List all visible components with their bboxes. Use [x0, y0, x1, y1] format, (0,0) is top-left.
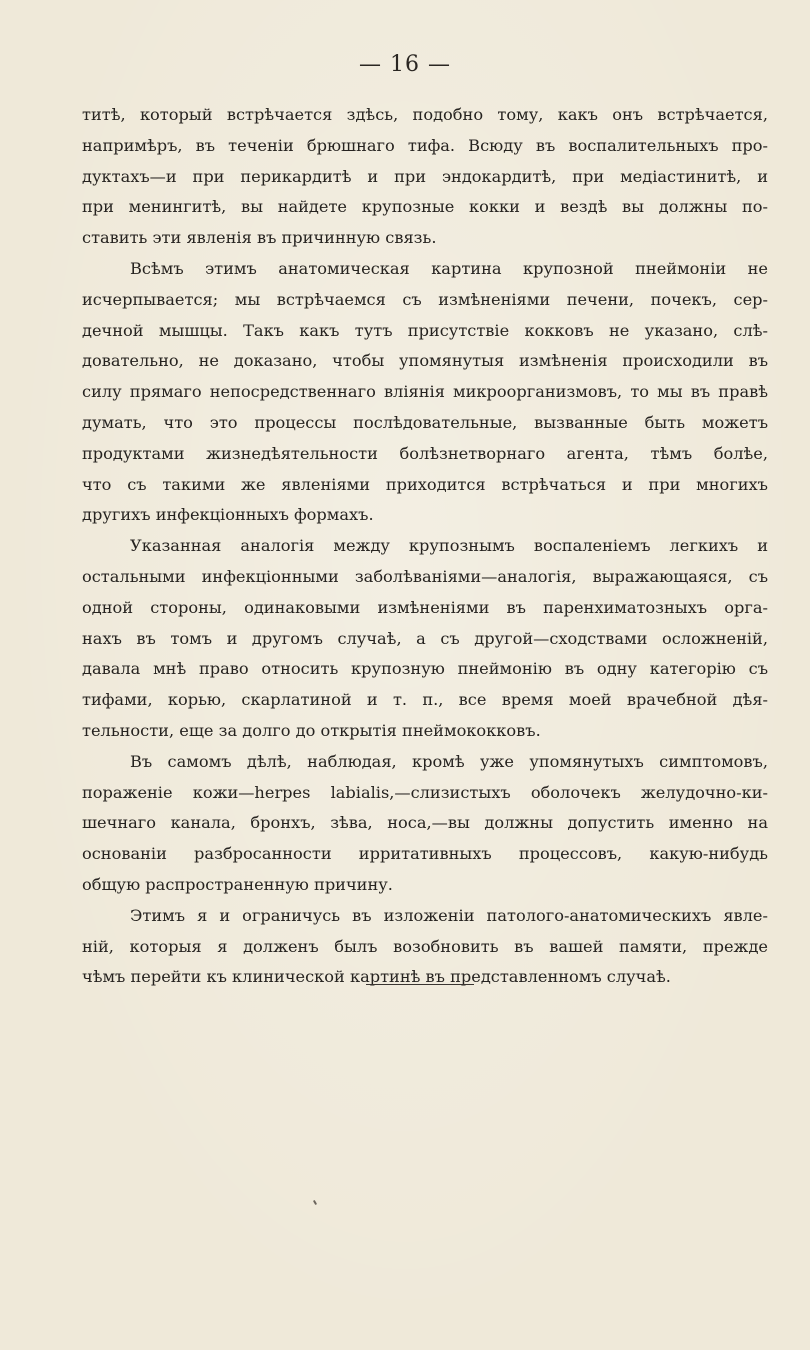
- paragraph: [82, 254, 768, 531]
- text-line: довательно, не доказано, чтобы упомянутыя измѣненія происходили въ: [82, 351, 768, 371]
- text-line: другихъ инфекціонныхъ формахъ.: [82, 505, 374, 525]
- text-line: Указанная аналогія между крупознымъ воспаленіемъ легкихъ и: [130, 536, 768, 556]
- text-line: продуктами жизнедѣятельности болѣзнетворнаго агента, тѣмъ болѣе,: [82, 443, 768, 463]
- body-text: [82, 100, 768, 993]
- text-line: при менингитѣ, вы найдете крупозные кокки и вездѣ вы должны по-: [82, 197, 768, 217]
- text-line: пораженіе кожи—herpes labialis,—слизистыхъ оболочекъ желудочно-ки-: [82, 782, 768, 802]
- text-line: Этимъ я и ограничусь въ изложеніи патолого-анатомическихъ явле-: [130, 905, 768, 925]
- text-line: одной стороны, одинаковыми измѣненіями въ паренхиматозныхъ орга-: [82, 597, 768, 617]
- text-line: думать, что это процессы послѣдовательные, вызванные быть можетъ: [82, 412, 768, 432]
- text-line: дуктахъ—и при перикардитѣ и при эндокардитѣ, при медіастинитѣ, и: [82, 166, 768, 186]
- text-line: Въ самомъ дѣлѣ, наблюдая, кромѣ уже упомянутыхъ симптомовъ,: [130, 751, 768, 771]
- text-line: остальными инфекціонными заболѣваніями—аналогія, выражающаяся, съ: [82, 566, 768, 586]
- text-line: силу прямаго непосредственнаго вліянія микроорганизмовъ, то мы въ правѣ: [82, 382, 768, 402]
- text-line: тифами, корью, скарлатиной и т. п., все время моей врачебной дѣя-: [82, 690, 768, 710]
- text-line: шечнаго канала, бронхъ, зѣва, носа,—вы должны допустить именно на: [82, 813, 768, 833]
- text-line: титѣ, который встрѣчается здѣсь, подобно тому, какъ онъ встрѣчается,: [82, 105, 768, 124]
- section-divider: [366, 984, 474, 985]
- text-line: общую распространенную причину.: [82, 874, 393, 894]
- text-line: ставить эти явленія въ причинную связь.: [82, 228, 437, 248]
- page-number: — 16 —: [359, 52, 451, 77]
- paragraph: [82, 531, 768, 747]
- text-line: Всѣмъ этимъ анатомическая картина крупозной пнеймоніи не: [130, 258, 768, 278]
- text-line: чѣмъ перейти къ клинической картинѣ въ представленномъ случаѣ.: [82, 967, 671, 987]
- text-line: давала мнѣ право относить крупозную пнеймонію въ одну категорію съ: [82, 659, 768, 679]
- text-line: напримѣръ, въ теченіи брюшнаго тифа. Всюду въ воспалительныхъ про-: [82, 135, 768, 155]
- paragraph: [82, 747, 768, 901]
- paragraph: [82, 100, 768, 254]
- text-line: основаніи разбросанности ирритативныхъ процессовъ, какую-нибудь: [82, 844, 768, 864]
- text-line: дечной мышцы. Такъ какъ тутъ присутствіе кокковъ не указано, слѣ-: [82, 320, 768, 340]
- text-line: что съ такими же явленіями приходится встрѣчаться и при многихъ: [82, 474, 768, 494]
- paper-speck: [313, 1200, 317, 1205]
- text-line: тельности, еще за долго до открытія пнеймококковъ.: [82, 720, 541, 740]
- text-line: нахъ въ томъ и другомъ случаѣ, а съ другой—сходствами осложненій,: [82, 628, 768, 648]
- text-line: исчерпывается; мы встрѣчаемся съ измѣненіями печени, почекъ, сер-: [82, 289, 768, 309]
- paragraph: [82, 901, 768, 993]
- text-line: ній, которыя я долженъ былъ возобновить въ вашей памяти, прежде: [82, 936, 768, 956]
